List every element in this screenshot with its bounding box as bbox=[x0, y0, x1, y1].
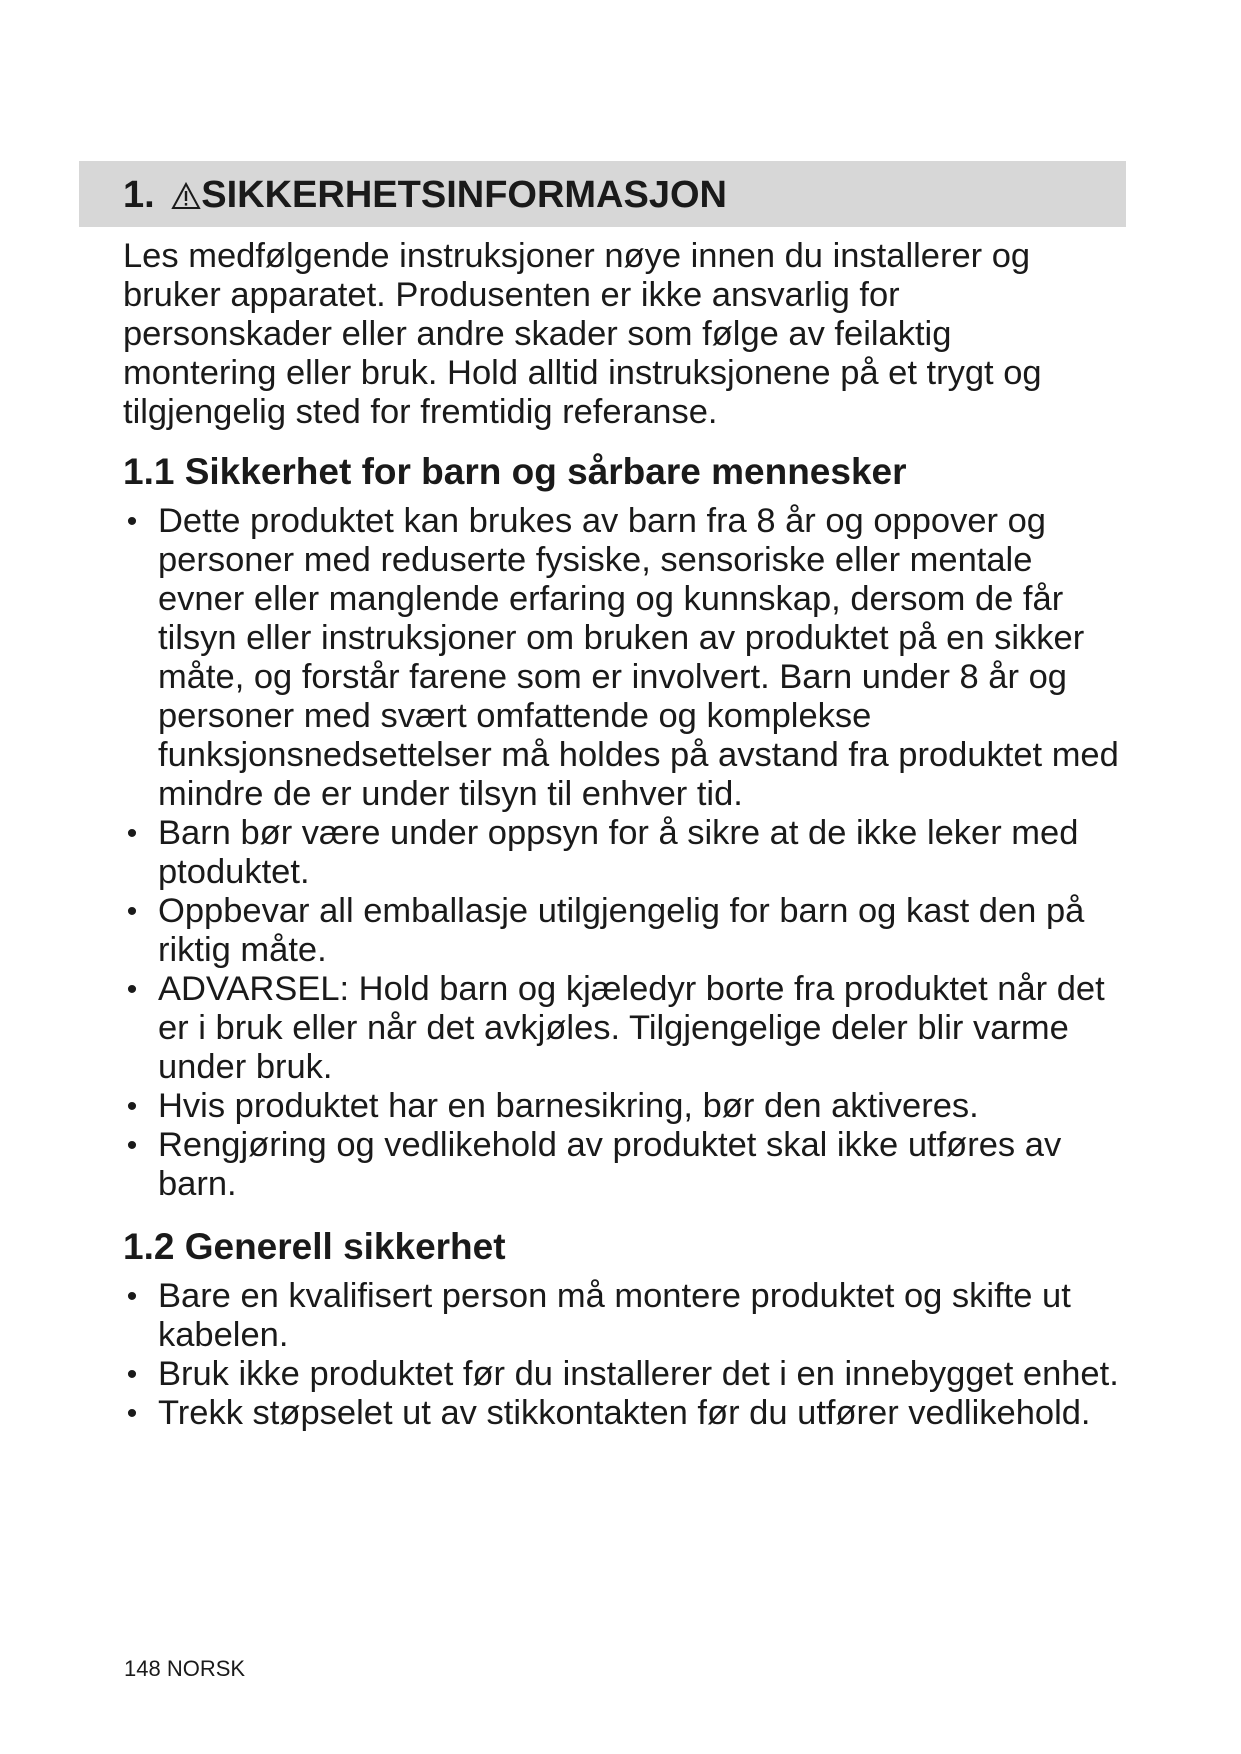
list-item bbox=[123, 1126, 1123, 1204]
list-item bbox=[123, 892, 1123, 970]
list-item bbox=[123, 814, 1123, 892]
bullet-icon: • bbox=[126, 1358, 138, 1391]
bullet-icon: • bbox=[126, 1397, 138, 1430]
page-footer: 148 NORSK bbox=[124, 1656, 246, 1681]
list-item-text: Oppbevar all emballasje utilgjengelig for barn og kast den på riktig måte. bbox=[158, 892, 1085, 969]
bullet-icon: • bbox=[126, 817, 138, 850]
section-header-bar bbox=[79, 161, 1126, 227]
list-item-text: Rengjøring og vedlikehold av produktet skal ikke utføres av barn. bbox=[158, 1126, 1062, 1203]
list-item-text: Hvis produktet har en barnesikring, bør den aktiveres. bbox=[158, 1087, 979, 1125]
list-item-text: Barn bør være under oppsyn for å sikre at de ikke leker med ptoduktet. bbox=[158, 814, 1079, 891]
subsection-title-general-safety: 1.2 Generell sikkerhet bbox=[123, 1226, 506, 1267]
bullet-icon: • bbox=[126, 895, 138, 928]
bullet-icon: • bbox=[126, 1090, 138, 1123]
list-item-text: Bruk ikke produktet før du installerer det i en innebygget enhet. bbox=[158, 1355, 1119, 1393]
list-item-text: Bare en kvalifisert person må montere produktet og skifte ut kabelen. bbox=[158, 1277, 1071, 1354]
section-title-text: SIKKERHETSINFORMASJON bbox=[201, 174, 727, 216]
warning-triangle-icon bbox=[171, 182, 201, 210]
children-safety-list bbox=[123, 502, 1123, 1204]
bullet-icon: • bbox=[126, 1129, 138, 1162]
section-title bbox=[123, 175, 727, 215]
list-item-text: ADVARSEL: Hold barn og kjæledyr borte fra produktet når det er i bruk eller når det avkjøles. Tilgjengelige deler blir varme under bruk. bbox=[158, 970, 1105, 1086]
list-item bbox=[123, 502, 1123, 814]
list-item bbox=[123, 1277, 1123, 1355]
bullet-icon: • bbox=[126, 505, 138, 538]
bullet-icon: • bbox=[126, 1280, 138, 1313]
intro-paragraph: Les medfølgende instruksjoner nøye innen du installerer og bruker apparatet. Produsenten er ikke ansvarlig for personskader eller andre skader som følge av feilaktig montering eller bruk. Hold alltid instruksjonene på et trygt og tilgjengelig sted for fremtidig referanse. bbox=[123, 237, 1042, 431]
list-item-text: Dette produktet kan brukes av barn fra 8 år og oppover og personer med reduserte fysiske, sensoriske eller mentale evner eller manglende erfaring og kunnskap, dersom de får tilsyn eller instruksjoner om bruken av produktet på en sikker måte, og forstår farene som er involvert. Barn under 8 år og personer med svært omfattende og komplekse funksjonsnedsettelser må holdes på avstand fra produktet med mindre de er under tilsyn til enhver tid. bbox=[158, 502, 1119, 813]
bullet-icon: • bbox=[126, 973, 138, 1006]
subsection-title-children-safety: 1.1 Sikkerhet for barn og sårbare mennesker bbox=[123, 451, 907, 492]
list-item bbox=[123, 970, 1123, 1087]
list-item bbox=[123, 1355, 1123, 1394]
section-number: 1. bbox=[123, 174, 155, 216]
general-safety-list bbox=[123, 1277, 1123, 1433]
list-item-text: Trekk støpselet ut av stikkontakten før du utfører vedlikehold. bbox=[158, 1394, 1091, 1432]
list-item bbox=[123, 1394, 1123, 1433]
list-item bbox=[123, 1087, 1123, 1126]
